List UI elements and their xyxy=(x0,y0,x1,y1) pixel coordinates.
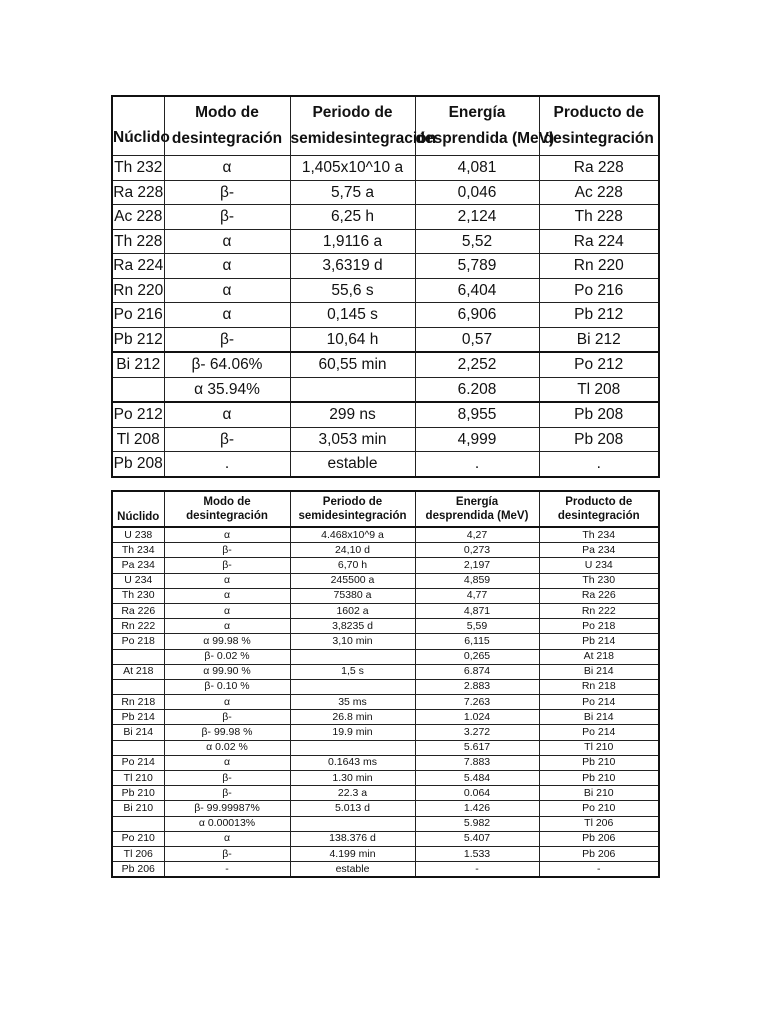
cell-half-life: 299 ns xyxy=(290,402,415,427)
header-energy-line: desprendida (MeV) xyxy=(415,130,555,147)
cell-energy: 2.883 xyxy=(415,679,539,694)
cell-energy: 4,871 xyxy=(415,603,539,618)
cell-nuclide: Po 210 xyxy=(112,831,164,846)
cell-half-life xyxy=(290,377,415,402)
cell-energy: 0,265 xyxy=(415,649,539,664)
table-row xyxy=(112,352,659,377)
cell-energy: 5,52 xyxy=(415,229,539,254)
cell-energy: 6.874 xyxy=(415,664,539,679)
cell-decay-product: Pb 206 xyxy=(539,846,659,861)
table-row xyxy=(112,603,659,618)
cell-nuclide: Po 212 xyxy=(112,402,164,427)
cell-nuclide: Rn 222 xyxy=(112,619,164,634)
header-nuclide-line: Núclido xyxy=(113,129,170,146)
cell-half-life: 3,053 min xyxy=(290,427,415,452)
cell-nuclide: Th 234 xyxy=(112,543,164,558)
cell-half-life: 75380 a xyxy=(290,588,415,603)
cell-half-life: 0,145 s xyxy=(290,303,415,328)
cell-nuclide: At 218 xyxy=(112,664,164,679)
cell-decay-product: Po 218 xyxy=(539,619,659,634)
cell-half-life: 19.9 min xyxy=(290,725,415,740)
cell-half-life: 3,8235 d xyxy=(290,619,415,634)
header-energy-line: Energía xyxy=(448,104,506,121)
cell-nuclide: Po 218 xyxy=(112,634,164,649)
cell-energy: 5.407 xyxy=(415,831,539,846)
cell-decay-product: Rn 222 xyxy=(539,603,659,618)
cell-energy: 0,57 xyxy=(415,327,539,352)
cell-decay-product: Pb 212 xyxy=(539,303,659,328)
cell-decay-product: Rn 218 xyxy=(539,679,659,694)
cell-decay-mode: α xyxy=(164,527,290,543)
cell-nuclide: Po 214 xyxy=(112,755,164,770)
cell-decay-mode: α xyxy=(164,303,290,328)
header-energy-line: Energía xyxy=(455,496,499,508)
table-row xyxy=(112,771,659,786)
cell-half-life: 26.8 min xyxy=(290,710,415,725)
cell-half-life: 6,25 h xyxy=(290,205,415,230)
cell-decay-product: Po 210 xyxy=(539,801,659,816)
table-row xyxy=(112,695,659,710)
cell-energy: 4,27 xyxy=(415,527,539,543)
cell-nuclide: Pb 208 xyxy=(112,452,164,477)
table-row xyxy=(112,229,659,254)
cell-half-life: 1,9116 a xyxy=(290,229,415,254)
header-decay-product xyxy=(539,491,659,527)
cell-energy: 1.426 xyxy=(415,801,539,816)
cell-decay-mode: β- xyxy=(164,771,290,786)
cell-nuclide xyxy=(112,679,164,694)
cell-nuclide: Bi 212 xyxy=(112,352,164,377)
table-row xyxy=(112,786,659,801)
table-row xyxy=(112,402,659,427)
cell-nuclide: U 238 xyxy=(112,527,164,543)
cell-half-life: 35 ms xyxy=(290,695,415,710)
cell-decay-mode: α xyxy=(164,695,290,710)
cell-energy: 5,59 xyxy=(415,619,539,634)
table-row xyxy=(112,543,659,558)
cell-nuclide xyxy=(112,649,164,664)
cell-decay-mode: α xyxy=(164,229,290,254)
table-row xyxy=(112,664,659,679)
cell-decay-mode: β- 0.02 % xyxy=(164,649,290,664)
cell-energy: . xyxy=(415,452,539,477)
cell-energy: 2,252 xyxy=(415,352,539,377)
table-row xyxy=(112,831,659,846)
cell-decay-mode: α xyxy=(164,831,290,846)
header-energy-line: desprendida (MeV) xyxy=(425,510,529,522)
header-half-life-line: semidesintegración xyxy=(290,130,437,147)
cell-decay-product: Pb 208 xyxy=(539,427,659,452)
cell-energy: 7.263 xyxy=(415,695,539,710)
header-decay-mode-line: desintegración xyxy=(171,130,283,147)
table-row xyxy=(112,634,659,649)
cell-decay-mode: α xyxy=(164,755,290,770)
cell-energy: 7.883 xyxy=(415,755,539,770)
cell-decay-mode: α 35.94% xyxy=(164,377,290,402)
cell-energy: 4,081 xyxy=(415,156,539,181)
cell-nuclide: Pb 214 xyxy=(112,710,164,725)
cell-energy: 4,859 xyxy=(415,573,539,588)
cell-decay-product: Bi 210 xyxy=(539,786,659,801)
cell-energy: 1.024 xyxy=(415,710,539,725)
cell-energy: 1.533 xyxy=(415,846,539,861)
cell-decay-product: Pb 210 xyxy=(539,771,659,786)
cell-energy: 0.064 xyxy=(415,786,539,801)
cell-decay-mode: - xyxy=(164,862,290,878)
cell-half-life: 1,5 s xyxy=(290,664,415,679)
cell-decay-mode: β- 0.10 % xyxy=(164,679,290,694)
cell-decay-product: Th 234 xyxy=(539,527,659,543)
cell-decay-product: Tl 206 xyxy=(539,816,659,831)
cell-energy: 3.272 xyxy=(415,725,539,740)
header-decay-product-line: desintegración xyxy=(543,130,654,147)
table-header-row xyxy=(112,491,659,527)
header-nuclide xyxy=(112,491,164,527)
cell-nuclide: Pb 206 xyxy=(112,862,164,878)
cell-energy: 5.982 xyxy=(415,816,539,831)
cell-decay-mode: β- xyxy=(164,846,290,861)
table-row xyxy=(112,862,659,878)
cell-half-life: 5.013 d xyxy=(290,801,415,816)
cell-half-life: 60,55 min xyxy=(290,352,415,377)
table-row xyxy=(112,558,659,573)
cell-decay-product: Pb 206 xyxy=(539,831,659,846)
cell-nuclide: Th 228 xyxy=(112,229,164,254)
cell-nuclide: Ra 224 xyxy=(112,254,164,279)
cell-decay-product: Po 214 xyxy=(539,725,659,740)
cell-energy: 6,115 xyxy=(415,634,539,649)
cell-energy: 6,404 xyxy=(415,278,539,303)
cell-decay-product: Bi 214 xyxy=(539,664,659,679)
decay-table-thorium-series xyxy=(111,95,660,478)
header-half-life xyxy=(290,96,437,156)
header-decay-product-line: desintegración xyxy=(557,510,640,522)
cell-decay-product: Th 230 xyxy=(539,573,659,588)
cell-energy: 6.208 xyxy=(415,377,539,402)
cell-energy: 4,999 xyxy=(415,427,539,452)
cell-half-life: 138.376 d xyxy=(290,831,415,846)
cell-nuclide: Rn 220 xyxy=(112,278,164,303)
table-row xyxy=(112,180,659,205)
cell-decay-product: Bi 214 xyxy=(539,710,659,725)
cell-decay-mode: β- 99.98 % xyxy=(164,725,290,740)
cell-energy: 0,273 xyxy=(415,543,539,558)
table-row xyxy=(112,725,659,740)
cell-half-life xyxy=(290,649,415,664)
cell-decay-product: - xyxy=(539,862,659,878)
cell-half-life: 55,6 s xyxy=(290,278,415,303)
cell-decay-mode: β- 99.99987% xyxy=(164,801,290,816)
cell-half-life: 245500 a xyxy=(290,573,415,588)
cell-decay-mode: . xyxy=(164,452,290,477)
cell-energy: 4,77 xyxy=(415,588,539,603)
cell-decay-product: Po 212 xyxy=(539,352,659,377)
cell-decay-mode: β- xyxy=(164,710,290,725)
cell-decay-mode: β- xyxy=(164,558,290,573)
cell-energy: 2,197 xyxy=(415,558,539,573)
cell-nuclide xyxy=(112,740,164,755)
cell-decay-mode: α xyxy=(164,156,290,181)
cell-decay-mode: β- xyxy=(164,327,290,352)
cell-energy: 5.617 xyxy=(415,740,539,755)
cell-decay-product: At 218 xyxy=(539,649,659,664)
cell-nuclide: Bi 214 xyxy=(112,725,164,740)
cell-nuclide xyxy=(112,816,164,831)
cell-half-life xyxy=(290,740,415,755)
cell-decay-mode: β- xyxy=(164,205,290,230)
cell-energy: 6,906 xyxy=(415,303,539,328)
table-row xyxy=(112,205,659,230)
cell-decay-mode: α xyxy=(164,573,290,588)
cell-half-life: estable xyxy=(290,452,415,477)
cell-nuclide: Bi 210 xyxy=(112,801,164,816)
header-energy xyxy=(415,491,539,527)
table-row xyxy=(112,303,659,328)
cell-decay-product: Ac 228 xyxy=(539,180,659,205)
cell-half-life: 22.3 a xyxy=(290,786,415,801)
cell-nuclide: Tl 208 xyxy=(112,427,164,452)
header-half-life-line: semidesintegración xyxy=(298,510,407,522)
table-row xyxy=(112,816,659,831)
cell-half-life: 4.199 min xyxy=(290,846,415,861)
header-half-life-line: Periodo de xyxy=(312,104,393,121)
cell-nuclide: Th 232 xyxy=(112,156,164,181)
cell-decay-product: Po 216 xyxy=(539,278,659,303)
cell-decay-mode: β- xyxy=(164,180,290,205)
cell-decay-mode: β- 64.06% xyxy=(164,352,290,377)
cell-decay-product: Pb 208 xyxy=(539,402,659,427)
header-decay-mode-line: Modo de xyxy=(203,496,251,508)
cell-energy: - xyxy=(415,862,539,878)
header-decay-product xyxy=(539,96,659,156)
table-row xyxy=(112,846,659,861)
cell-energy: 0,046 xyxy=(415,180,539,205)
cell-decay-product: Bi 212 xyxy=(539,327,659,352)
cell-decay-mode: α 99.98 % xyxy=(164,634,290,649)
cell-half-life: 6,70 h xyxy=(290,558,415,573)
cell-decay-mode: α 0.00013% xyxy=(164,816,290,831)
table-row xyxy=(112,254,659,279)
table-row xyxy=(112,377,659,402)
cell-decay-mode: α xyxy=(164,588,290,603)
cell-decay-product: Pb 210 xyxy=(539,755,659,770)
header-half-life xyxy=(290,491,415,527)
table-row xyxy=(112,679,659,694)
decay-table-uranium-series xyxy=(111,490,660,878)
cell-half-life: 3,10 min xyxy=(290,634,415,649)
header-energy xyxy=(415,96,555,156)
cell-nuclide: Ra 226 xyxy=(112,603,164,618)
cell-decay-mode: α xyxy=(164,619,290,634)
cell-half-life xyxy=(290,679,415,694)
header-nuclide xyxy=(112,96,170,156)
header-decay-mode-line: Modo de xyxy=(195,104,259,121)
cell-decay-mode: α 99.90 % xyxy=(164,664,290,679)
header-decay-product-line: Producto de xyxy=(553,104,644,121)
table-row xyxy=(112,573,659,588)
cell-decay-product: Ra 224 xyxy=(539,229,659,254)
cell-decay-product: Rn 220 xyxy=(539,254,659,279)
cell-decay-product: Ra 226 xyxy=(539,588,659,603)
table-row xyxy=(112,740,659,755)
cell-half-life: 1602 a xyxy=(290,603,415,618)
cell-half-life: 4.468x10^9 a xyxy=(290,527,415,543)
cell-nuclide: Pa 234 xyxy=(112,558,164,573)
cell-decay-mode: β- xyxy=(164,427,290,452)
cell-half-life: 24,10 d xyxy=(290,543,415,558)
cell-half-life: estable xyxy=(290,862,415,878)
table-row xyxy=(112,278,659,303)
cell-decay-mode: α xyxy=(164,254,290,279)
cell-half-life: 10,64 h xyxy=(290,327,415,352)
cell-decay-product: Pa 234 xyxy=(539,543,659,558)
cell-nuclide: Rn 218 xyxy=(112,695,164,710)
cell-nuclide: U 234 xyxy=(112,573,164,588)
header-decay-mode xyxy=(164,96,290,156)
cell-decay-mode: β- xyxy=(164,543,290,558)
cell-energy: 5.484 xyxy=(415,771,539,786)
table-row xyxy=(112,801,659,816)
cell-decay-mode: α xyxy=(164,278,290,303)
cell-nuclide xyxy=(112,377,164,402)
cell-half-life: 1.30 min xyxy=(290,771,415,786)
table-row xyxy=(112,156,659,181)
cell-decay-mode: α xyxy=(164,603,290,618)
cell-half-life: 5,75 a xyxy=(290,180,415,205)
table-row xyxy=(112,710,659,725)
header-half-life-line: Periodo de xyxy=(322,496,383,508)
cell-half-life xyxy=(290,816,415,831)
cell-energy: 8,955 xyxy=(415,402,539,427)
cell-decay-product: Tl 208 xyxy=(539,377,659,402)
cell-nuclide: Pb 210 xyxy=(112,786,164,801)
cell-decay-mode: α xyxy=(164,402,290,427)
cell-nuclide: Ac 228 xyxy=(112,205,164,230)
cell-decay-product: Tl 210 xyxy=(539,740,659,755)
table-row xyxy=(112,619,659,634)
cell-decay-mode: α 0.02 % xyxy=(164,740,290,755)
cell-energy: 2,124 xyxy=(415,205,539,230)
cell-half-life: 3,6319 d xyxy=(290,254,415,279)
cell-nuclide: Th 230 xyxy=(112,588,164,603)
cell-decay-product: Th 228 xyxy=(539,205,659,230)
cell-decay-product: . xyxy=(539,452,659,477)
cell-nuclide: Ra 228 xyxy=(112,180,164,205)
cell-half-life: 1,405x10^10 a xyxy=(290,156,415,181)
header-decay-mode xyxy=(164,491,290,527)
cell-decay-product: Ra 228 xyxy=(539,156,659,181)
cell-nuclide: Pb 212 xyxy=(112,327,164,352)
cell-decay-mode: β- xyxy=(164,786,290,801)
header-decay-product-line: Producto de xyxy=(565,496,633,508)
table-row xyxy=(112,588,659,603)
cell-decay-product: Pb 214 xyxy=(539,634,659,649)
table-row xyxy=(112,527,659,543)
cell-decay-product: U 234 xyxy=(539,558,659,573)
cell-nuclide: Po 216 xyxy=(112,303,164,328)
header-decay-mode-line: desintegración xyxy=(186,510,268,522)
cell-decay-product: Po 214 xyxy=(539,695,659,710)
table-row xyxy=(112,649,659,664)
table-row xyxy=(112,327,659,352)
table-row xyxy=(112,427,659,452)
table-row xyxy=(112,755,659,770)
cell-nuclide: Tl 206 xyxy=(112,846,164,861)
cell-nuclide: Tl 210 xyxy=(112,771,164,786)
cell-half-life: 0.1643 ms xyxy=(290,755,415,770)
cell-energy: 5,789 xyxy=(415,254,539,279)
table-header-row xyxy=(112,96,659,156)
table-row xyxy=(112,452,659,477)
header-nuclide-line: Núclido xyxy=(117,511,160,523)
